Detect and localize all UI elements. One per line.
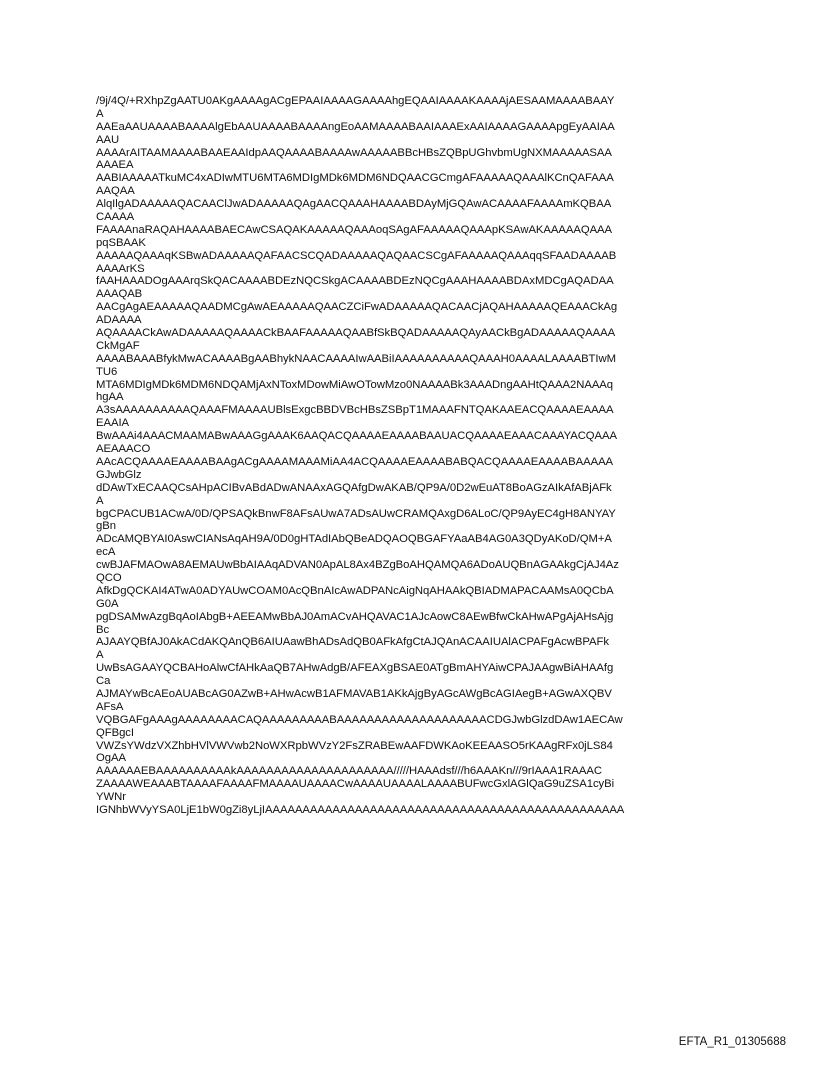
encoded-text-line: AEAAACO [96,443,151,456]
encoded-text-line: gBn [96,520,116,533]
encoded-text-line: AfkDgQCKAI4ATwA0ADYAUwCOAM0AcQBnAIcAwADPANcAigNqAHAAkQBIADMAPACAAMsA0QCbA [96,584,614,597]
encoded-text-line: AAcACQAAAAEAAAABAAgACgAAAAMAAAMiAA4ACQAAAAEAAAABABQACQAAAAEAAAABAAAAA [96,455,614,468]
encoded-text-line: AAAABAAABfykMwACAAAABgAABhykNAACAAAAIwAABiIAAAAAAAAAAQAAAH0AAAALAAAABTIwM [96,352,616,365]
encoded-text-line: GJwbGlz [96,468,142,481]
encoded-text-line: AAAQAB [96,288,143,301]
encoded-text-line: pqSBAAK [96,236,146,249]
encoded-text-line: AACgAgAEAAAAAQAADMCgAwAEAAAAAQAACZCiFwADAAAAAQACAACjAQAHAAAAAQEAAACkAg [96,301,618,314]
encoded-text-line: AAQAA [96,185,135,198]
encoded-text-line: AlqIlgADAAAAAQACAAClJwADAAAAAQAgAACQAAAHAAAABDAyMjGQAwACAAAAFAAAAmKQBAA [96,198,612,211]
encoded-text-line: pgDSAMwAzgBqAoIAbgB+AEEAMwBbAJ0AmACvAHQAVAC1AJcAowC8AEwBfwCkAHwAPgAjAHsAjg [96,610,614,623]
encoded-text-line: dDAwTxECAAQCsAHpACIBvABdADwANAAxAGQAfgDwAKAB/QP9A/0D2wEuAT8BoAGzAIkAfABjAFk [96,481,612,494]
encoded-text-line: ecA [96,546,116,559]
encoded-text-line: MTA6MDIgMDk6MDM6NDQAMjAxNToxMDowMiAwOTowMzo0NAAAABk3AAADngAAHtQAAA2NAAAq [96,378,614,391]
encoded-text-line: AAAEA [96,159,134,172]
encoded-text-line: AABIAAAAATkuMC4xADIwMTU6MTA6MDIgMDk6MDM6NDQAACGCmgAFAAAAAQAAAlKCnQAFAAA [96,172,614,185]
encoded-text-line: UwBsAGAAYQCBAHoAlwCfAHkAaQB7AHwAdgB/AFEAXgBSAE0ATgBmAHYAiwCPAJAAgwBiAHAAfg [96,662,614,675]
encoded-text-line: EAAIA [96,417,130,430]
encoded-text-line: AFsA [96,700,124,713]
encoded-text-line: A [96,649,104,662]
encoded-text-line: QFBgcI [96,726,134,739]
encoded-text-line: FAAAAnaRAQAHAAAABAECAwCSAQAKAAAAAQAAAoqSAgAFAAAAAQAAApKSAwAKAAAAAQAAA [96,223,613,236]
encoded-text-line: hgAA [96,391,124,404]
encoded-text-line: AAEaAAUAAAABAAAAlgEbAAUAAAABAAAAngEoAAMAAAABAAIAAAExAAIAAAAGAAAApgEyAAIAA [96,120,615,133]
encoded-text-line: AQAAAACkAwADAAAAAQAAAACkBAAFAAAAAQAABfSkBQADAAAAAQAyAACkBgADAAAAAQAAAA [96,327,616,340]
encoded-text-line: AJMAYwBcAEoAUABcAG0AZwB+AHwAcwB1AFMAVAB1AKkAjgByAGcAWgBcAGIAegB+AGwAXQBV [96,687,612,700]
encoded-text-line: IGNhbWVyYSA0LjE1bW0gZi8yLjIAAAAAAAAAAAAAAAAAAAAAAAAAAAAAAAAAAAAAAAAAAAAAAAA [96,803,625,816]
encoded-text-line: bgCPACUB1ACwA/0D/QPSAQkBnwF8AFsAUwA7ADsAUwCRAMQAxgD6ALoC/QP9AyEC4gH8ANYAY [96,507,616,520]
encoded-text-line: A3sAAAAAAAAAAQAAAFMAAAAUBlsExgcBBDVBcHBsZSBpT1MAAAFNTQAKAAEACQAAAAEAAAA [96,404,614,417]
encoded-text-block [96,95,756,817]
encoded-text-line: VQBGAFgAAAgAAAAAAAACAQAAAAAAAAABAAAAAAAAAAAAAAAAAAAACDGJwbGlzdDAw1AECAw [96,713,623,726]
encoded-text-line: ADAAAA [96,314,142,327]
encoded-text-line: fAAHAAADOgAAArqSkQACAAAABDEzNQCSkgACAAAABDEzNQCgAAAHAAAABDAxMDCgAQADAA [96,275,614,288]
encoded-text-line: ADcAMQBYAI0AswCIANsAqAH9A/0D0gHTAdIAbQBeADQAOQBGAFYAaAB4AG0A3QDyAKoD/QM+A [96,533,612,546]
encoded-text-line: AAAAAQAAAqKSBwADAAAAAQAFAACSCQADAAAAAQAQAACSCgAFAAAAAQAAAqqSFAADAAAAB [96,249,617,262]
encoded-text-line: AAAArKS [96,262,145,275]
encoded-text-line: ZAAAAWEAAABTAAAAFAAAAFMAAAAUAAAACwAAAAUAAAALAAAABUFwcGxlAGlQaG9uZSA1cyBi [96,778,615,791]
encoded-text-line: A [96,494,104,507]
encoded-text-line: TU6 [96,365,118,378]
encoded-text-line: A [96,107,104,120]
encoded-text-line: CAAAA [96,211,135,224]
encoded-text-line: cwBJAFMAOwA8AEMAUwBbAIAAqADVAN0ApAL8Ax4BZgBoAHQAMQA6ADoAUQBnAGAAkgCjAJ4Az [96,559,619,572]
encoded-text-line: G0A [96,597,119,610]
encoded-text-line: AAAArAITAAMAAAABAAEAAIdpAAQAAAABAAAAwAAAAABBcHBsZQBpUGhvbmUgNXMAAAAASAA [96,146,612,159]
encoded-text-line: Bc [96,623,110,636]
encoded-text-line: /9j/4Q/+RXhpZgAATU0AKgAAAAgACgEPAAIAAAAGAAAAhgEQAAIAAAAKAAAAjAESAAMAAAABAAY [96,95,615,107]
encoded-text-line: AJAAYQBfAJ0AkACdAKQAnQB6AIUAawBhADsAdQB0AFkAfgCtAJQAnACAAIUAlACPAFgAcwBPAFk [96,636,609,649]
document-id: EFTA_R1_01305688 [678,1036,786,1048]
encoded-text-line: CkMgAF [96,339,140,352]
encoded-text-line: AAAAAAEBAAAAAAAAAAkAAAAAAAAAAAAAAAAAAAAA/////HAAAdsf///h6AAAKn///9rIAAA1RAAAC [96,765,602,778]
encoded-text-line: Ca [96,675,111,688]
encoded-text-line: BwAAAi4AAACMAAMABwAAAGgAAAK6AAQACQAAAAEAAAABAAUACQAAAAEAAACAAAYACQAAA [96,430,618,443]
encoded-text-line: OgAA [96,752,126,765]
encoded-text-line: AAU [96,133,120,146]
encoded-text-line: VWZsYWdzVXZhbHVlVWVwb2NoWXRpbWVzY2FsZRABEwAAFDWKAoKEEAASO5rKAAgRFx0jLS84 [96,739,613,752]
encoded-text-line: QCO [96,571,122,584]
encoded-text-line: YWNr [96,791,126,804]
